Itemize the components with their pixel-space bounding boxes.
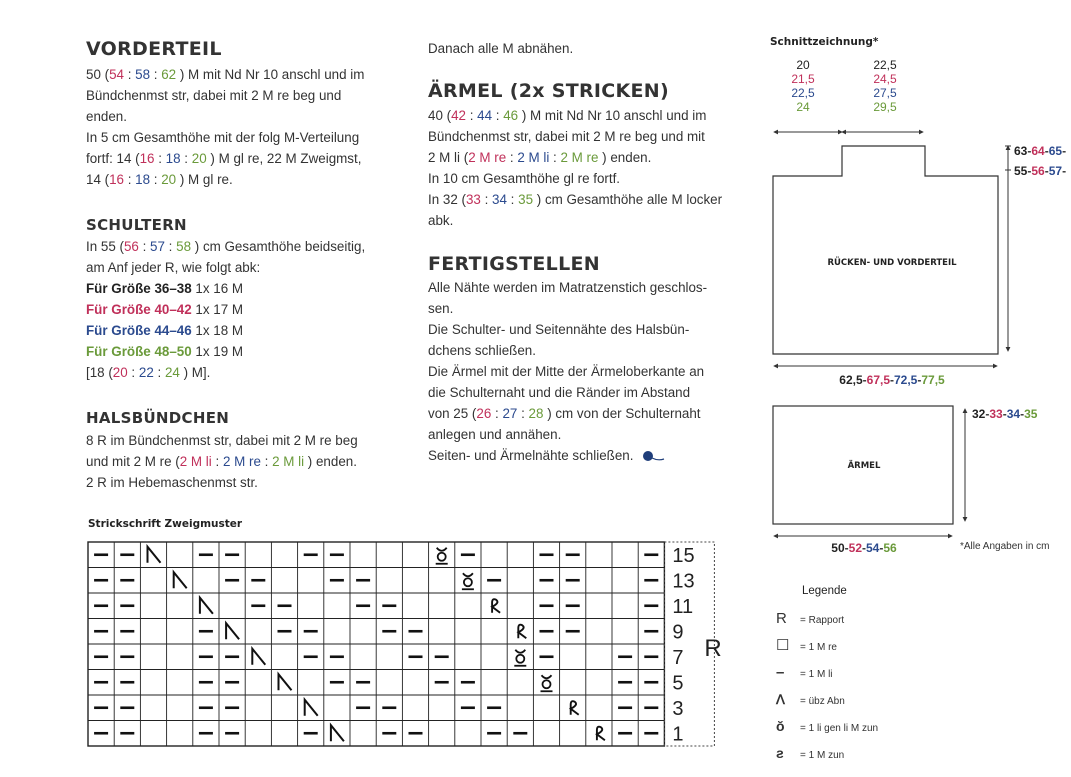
schnitt-right-nums: 22,5 24,5 27,5 29,5 (873, 58, 897, 114)
aermel-heading: ÄRMEL (2x STRICKEN) (428, 80, 669, 102)
body-height-labels: 63-64-65- 55-56-57- (1014, 144, 1067, 178)
purl-increase-symbol: ŏ (776, 718, 785, 734)
schnitt-left-nums: 20 21,5 22,5 24 (791, 58, 815, 114)
legend-list (776, 606, 878, 768)
body-width-label: 62,5-67,5-72,5-77,5 (839, 373, 945, 387)
sleeve-piece-label: ÄRMEL (847, 461, 881, 471)
legend-item: ƨ = 1 M zun (776, 741, 878, 768)
chart-row-label: 1 (672, 723, 684, 746)
knit-symbol: ☐ (776, 637, 790, 654)
purl-symbol: – (776, 664, 785, 681)
decrease-symbol: ꓥ (776, 692, 785, 707)
vorderteil-heading: VORDERTEIL (86, 38, 222, 60)
aermel-text: 40 (42 : 44 : 46 ) M mit Nd Nr 10 anschl und im Bündchenmst str, dabei mit 2 M re beg und mit 2 M li (2 M re : 2 M li : 2 M re ) enden. In 10 cm Gesamthöhe gl re fortf. In 32 (33 : 34 : 35 ) cm Gesamthöhe alle M locker abk. (428, 108, 723, 228)
rapport-label: R (704, 635, 722, 662)
footnote: *Alle Angaben in cm (960, 541, 1050, 552)
chart-row-label: 9 (672, 621, 684, 644)
legend-item: – = 1 M li (776, 660, 878, 687)
schultern-text: In 55 (56 : 57 : 58 ) cm Gesamthöhe beidseitig, am Anf jeder R, wie folgt abk: Für Größe 36–38 1x 16 M Für Größe 40–42 1x 17 M Für Größe 44–46 1x 18 M Für Größe 48–50 1x 19 M [18 (20 : 22 : 24 ) M]. (86, 239, 366, 380)
increase-symbol: ƨ (776, 745, 784, 761)
danach-text: Danach alle M abnähen. (428, 41, 574, 56)
schnitt-diagram (760, 120, 1071, 560)
chart-row-label: 13 (672, 570, 695, 593)
legend-item: ☐ = 1 M re (776, 633, 878, 660)
yarn-ball-icon (641, 450, 665, 462)
body-piece-label: RÜCKEN- UND VORDERTEIL (827, 258, 957, 268)
schnitt-title: Schnittzeichnung* (770, 36, 879, 48)
legend-title: Legende (802, 585, 847, 597)
halsbuendchen-heading: HALSBÜNDCHEN (86, 409, 230, 427)
schultern-heading: SCHULTERN (86, 216, 187, 234)
rapport-symbol: R (776, 610, 787, 627)
chart-row-label: 11 (672, 595, 694, 618)
chart-title: Strickschrift Zweigmuster (88, 518, 243, 530)
knit-chart (86, 538, 766, 760)
chart-row-label: 15 (672, 544, 695, 567)
chart-row-label: 5 (672, 672, 684, 695)
chart-row-label: 3 (672, 697, 684, 720)
body-piece-outline (773, 146, 998, 354)
legend-item: ŏ = 1 li gen li M zun (776, 714, 878, 741)
legend-item: R = Rapport (776, 606, 878, 633)
halsbuendchen-text: 8 R im Bündchenmst str, dabei mit 2 M re beg und mit 2 M re (2 M li : 2 M re : 2 M li ) enden. 2 R im Hebemaschenmst str. (86, 433, 358, 490)
sleeve-width-label: 50-52-54-56 (831, 541, 897, 555)
legend-item: ꓥ = übz Abn (776, 687, 878, 714)
fertigstellen-heading: FERTIGSTELLEN (428, 253, 600, 275)
vorderteil-text: 50 (54 : 58 : 62 ) M mit Nd Nr 10 anschl und im Bündchenmst str, dabei mit 2 M re beg und enden. In 5 cm Gesamthöhe mit der folg M-Verteilung fortf: 14 (16 : 18 : 20 ) M gl re, 22 M Zweigmst, 14 (16 : 18 : 20 ) M gl re. (86, 67, 365, 187)
fertigstellen-text: Alle Nähte werden im Matratzenstich geschlos- sen. Die Schulter- und Seitennähte des Halsbün- dchens schließen. Die Ärmel mit der Mitte der Ärmeloberkante an die Schulternaht und die Ränder im Abstand von 25 (26 : 27 : 28 ) cm von der Schulternaht anlegen und annähen. Seiten- und Ärmelnähte schließen. (428, 280, 708, 463)
chart-row-label: 7 (672, 646, 684, 669)
sleeve-height-label: 32-33-34-35 (972, 407, 1038, 421)
